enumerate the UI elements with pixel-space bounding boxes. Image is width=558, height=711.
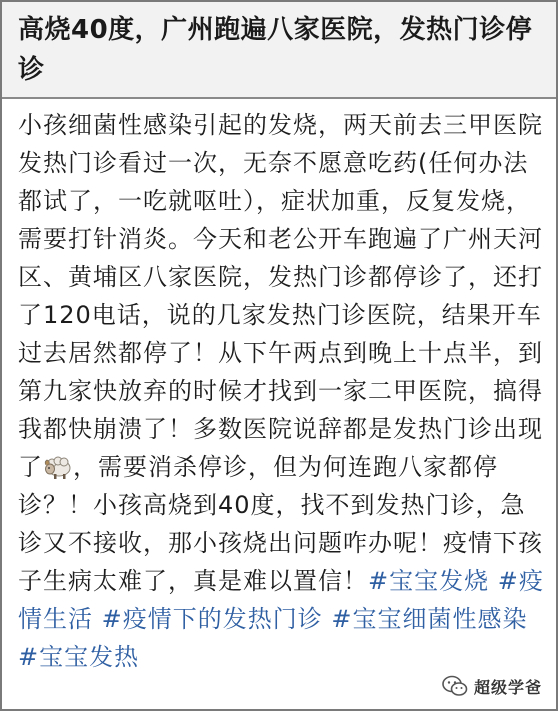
hashtag-link[interactable]: #宝宝细菌性感染 bbox=[331, 605, 528, 633]
hashtag-link[interactable]: #疫情下的发热门诊 bbox=[101, 605, 323, 633]
hashtag-link[interactable]: #疫情生活 bbox=[18, 567, 544, 633]
post-body bbox=[18, 106, 546, 676]
wechat-icon bbox=[442, 675, 468, 697]
hashtag-link[interactable]: #宝宝发烧 bbox=[368, 567, 490, 595]
sheep-emoji-icon bbox=[43, 454, 73, 480]
post-title-bar bbox=[2, 2, 556, 99]
hashtag-link[interactable]: #宝宝发热 bbox=[18, 643, 140, 671]
watermark-text: 超级学爸 bbox=[473, 677, 542, 697]
watermark bbox=[438, 671, 546, 701]
post-body-text-part1: 小孩细菌性感染引起的发烧，两天前去三甲医院发热门诊看过一次，无奈不愿意吃药(任何办法都试了，一吃就呕吐），症状加重，反复发烧，需要打针消炎。今天和老公开车跑遍了广州天河区、黄埔区八家医院，发热门诊都停诊了，还打了120电话，说的几家发热门诊医院，结果开车过去居然都停了！从下午两点到晚上十点半，到第九家快放弃的时候才找到一家二甲医院，搞得我都快崩溃了！多数医院说辞都是发热门诊出现了 bbox=[18, 111, 543, 481]
post-title: 高烧40度，广州跑遍八家医院，发热门诊停诊 bbox=[18, 15, 533, 85]
post-body-text-part2: ，需要消杀停诊，但为何连跑八家都停诊？！小孩高烧到40度，找不到发热门诊，急诊又不接收，那小孩烧出问题咋办呢！疫情下孩子生病太难了，真是难以置信！ bbox=[18, 453, 543, 595]
